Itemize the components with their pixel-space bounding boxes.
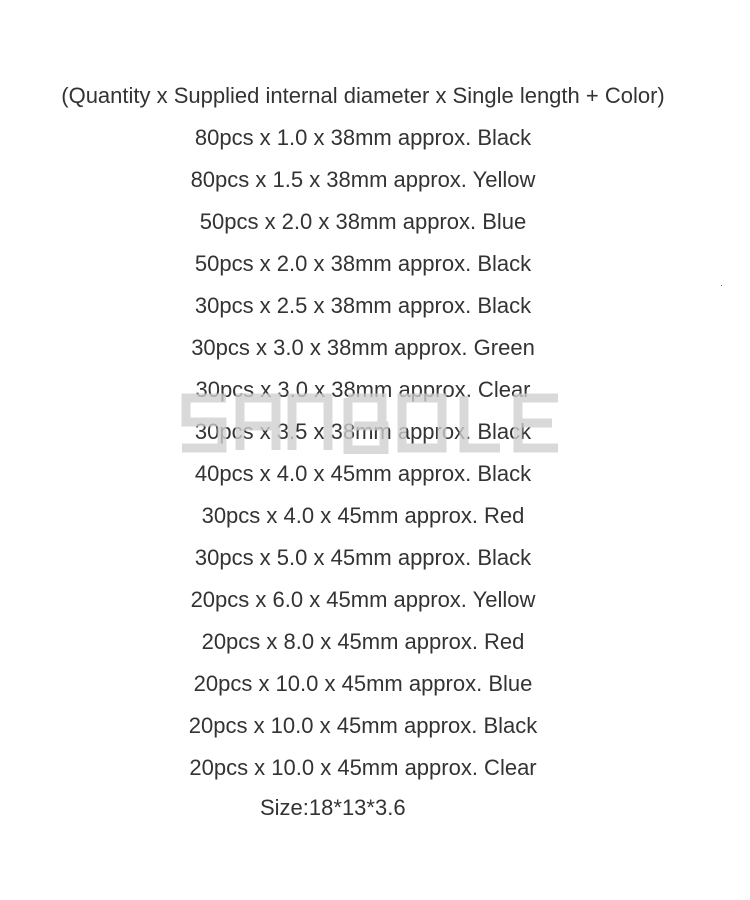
spec-header: (Quantity x Supplied internal diameter x Single length + Color) bbox=[61, 83, 665, 108]
spec-item: 20pcs x 8.0 x 45mm approx. Red bbox=[201, 629, 525, 654]
spec-item: 20pcs x 10.0 x 45mm approx. Black bbox=[188, 713, 538, 738]
spec-item: 30pcs x 5.0 x 45mm approx. Black bbox=[194, 545, 532, 570]
spec-item: 40pcs x 4.0 x 45mm approx. Black bbox=[194, 461, 532, 486]
spec-item: 30pcs x 3.0 x 38mm approx. Clear bbox=[195, 377, 531, 402]
spec-item: 30pcs x 3.0 x 38mm approx. Green bbox=[191, 335, 535, 360]
spec-list bbox=[0, 122, 726, 794]
stray-dot bbox=[721, 285, 722, 286]
size-label: Size:18*13*3.6 bbox=[260, 795, 406, 820]
spec-item: 20pcs x 10.0 x 45mm approx. Blue bbox=[193, 671, 533, 696]
spec-item: 50pcs x 2.0 x 38mm approx. Blue bbox=[199, 209, 527, 234]
spec-item: 30pcs x 2.5 x 38mm approx. Black bbox=[194, 293, 532, 318]
spec-item: 80pcs x 1.0 x 38mm approx. Black bbox=[194, 125, 532, 150]
spec-item: 20pcs x 6.0 x 45mm approx. Yellow bbox=[190, 587, 536, 612]
spec-item: 30pcs x 4.0 x 45mm approx. Red bbox=[201, 503, 525, 528]
spec-item: 30pcs x 3.5 x 38mm approx. Black bbox=[194, 419, 532, 444]
spec-item: 50pcs x 2.0 x 38mm approx. Black bbox=[194, 251, 532, 276]
spec-item: 80pcs x 1.5 x 38mm approx. Yellow bbox=[190, 167, 536, 192]
spec-item: 20pcs x 10.0 x 45mm approx. Clear bbox=[189, 755, 537, 780]
